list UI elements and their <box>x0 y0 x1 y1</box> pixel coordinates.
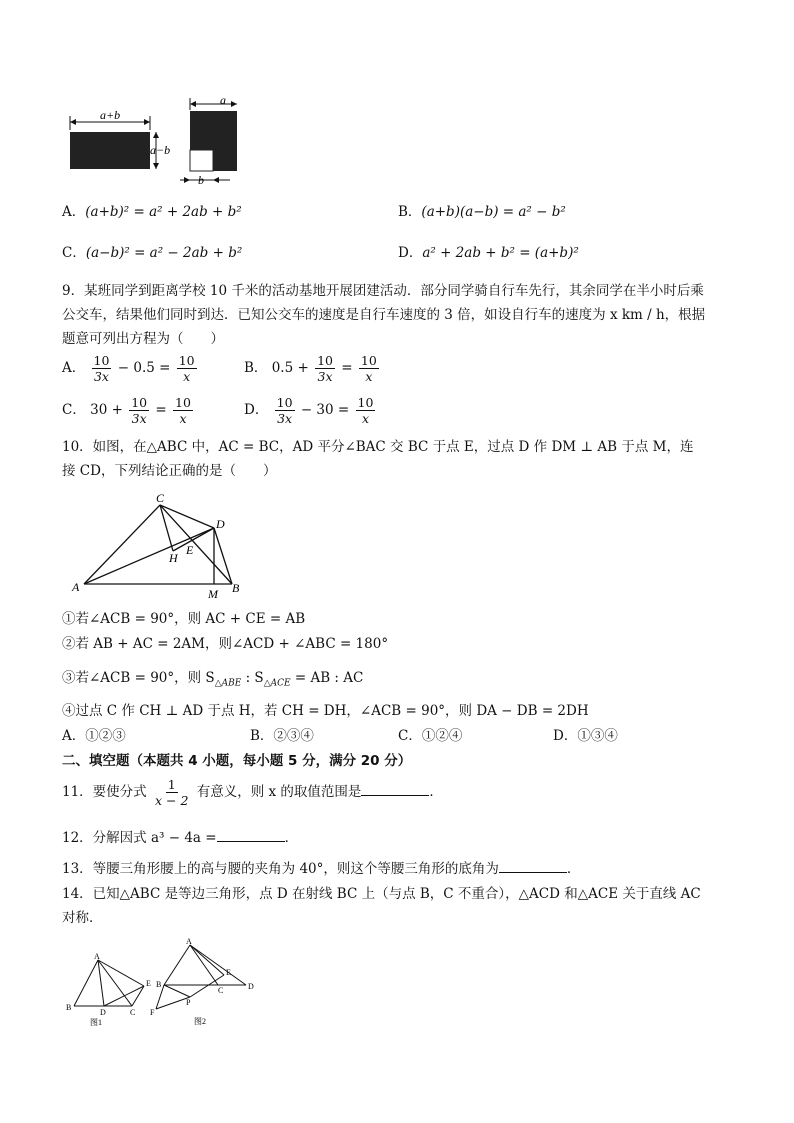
q10-line-1: 10．如图，在△ABC 中，AC = BC，AD 平分∠BAC 交 BC 于点 E，过点 D 作 DM ⊥ AB 于点 M，连 <box>62 439 694 455</box>
fraction: $\frac{10}{x}$ <box>357 395 374 426</box>
fraction: $\frac{10}{3x}$ <box>276 395 293 426</box>
fraction: $\frac{10}{3x}$ <box>131 395 148 426</box>
q9-line-3: 题意可列出方程为（ ） <box>62 331 224 347</box>
svg-text:C: C <box>130 1008 136 1017</box>
svg-text:A: A <box>186 937 192 946</box>
section-heading: 二、填空题（本题共 4 小题，每小题 5 分，满分 20 分） <box>62 753 412 769</box>
q9-option-a: A． $\frac{10}{3x}$ − 0.5 = $\frac{10}{x}$ <box>62 353 195 384</box>
fraction: $\frac{10}{3x}$ <box>317 353 333 384</box>
q10-triangle-figure <box>66 488 266 600</box>
svg-text:C: C <box>218 986 224 995</box>
q10-statement-1: ①若∠ACB = 90°，则 AC + CE = AB <box>62 611 306 627</box>
svg-text:B: B <box>232 581 240 595</box>
svg-text:图1: 图1 <box>90 1018 102 1027</box>
svg-text:H: H <box>169 551 178 565</box>
q8-figure <box>64 94 244 190</box>
q11: 11．要使分式 $\frac{1}{x - 2}$ 有意义，则 x 的取值范围是 ． <box>62 777 443 808</box>
svg-text:P: P <box>186 998 191 1007</box>
label-b: b <box>198 173 204 187</box>
svg-text:图2: 图2 <box>194 1017 206 1026</box>
q9-option-d: D． $\frac{10}{3x}$ − 30 = $\frac{10}{x}$ <box>244 395 374 426</box>
q9-line-2: 公交车，结果他们同时到达．已知公交车的速度是自行车速度的 3 倍，如设自行车的速度为 x km / h，根据 <box>62 307 706 323</box>
fraction: $\frac{10}{3x}$ <box>93 353 110 384</box>
q12: 12．分解因式 a³ − 4a = ． <box>62 830 299 846</box>
rect-left <box>70 132 150 169</box>
q9-option-c: C． 30 + $\frac{10}{3x}$ = $\frac{10}{x}$ <box>62 395 191 426</box>
svg-text:F: F <box>150 1008 155 1017</box>
svg-text:D: D <box>100 1008 106 1017</box>
svg-text:B: B <box>66 1003 72 1012</box>
q11-answer-blank[interactable] <box>361 783 429 796</box>
fraction: $\frac{1}{x - 2}$ <box>154 777 189 808</box>
fraction: $\frac{10}{x}$ <box>178 353 195 384</box>
svg-text:E: E <box>186 543 194 557</box>
svg-text:D: D <box>248 982 254 991</box>
q13-answer-blank[interactable] <box>499 860 567 873</box>
svg-text:M: M <box>208 587 218 600</box>
q10-option-d: D．①③④ <box>553 728 618 744</box>
q10-option-c: C．①②④ <box>398 728 463 744</box>
label-a-minus-b: a−b <box>150 143 171 157</box>
q10-statement-2: ②若 AB + AC = 2AM，则∠ACD + ∠ABC = 180° <box>62 636 389 652</box>
q8-option-a: A．(a+b)² = a² + 2ab + b² <box>62 204 242 220</box>
fraction: $\frac{10}{x}$ <box>360 353 377 384</box>
svg-text:A: A <box>94 952 100 961</box>
q8-option-b: B．(a+b)(a−b) = a² − b² <box>398 204 566 220</box>
q9-option-b: B． 0.5 + $\frac{10}{3x}$ = $\frac{10}{x}$ <box>244 353 377 384</box>
q14-figure-2 <box>146 935 266 1030</box>
label-a: a <box>220 94 226 107</box>
svg-text:E: E <box>226 968 231 977</box>
q10-line-2: 接 CD，下列结论正确的是（ ） <box>62 463 277 479</box>
label-a-plus-b: a+b <box>100 108 121 122</box>
q14-line-2: 对称． <box>62 910 103 926</box>
svg-text:B: B <box>156 980 162 989</box>
q13: 13．等腰三角形腰上的高与腰的夹角为 40°，则这个等腰三角形的底角为 ． <box>62 861 581 877</box>
svg-text:A: A <box>72 580 80 594</box>
q12-answer-blank[interactable] <box>217 829 285 842</box>
fraction: $\frac{10}{x}$ <box>175 395 191 426</box>
q10-option-a: A．①②③ <box>62 728 126 744</box>
q9-line-1: 9．某班同学到距离学校 10 千米的活动基地开展团建活动．部分同学骑自行车先行，其余同学在半小时后乘 <box>62 283 704 299</box>
svg-text:D: D <box>216 517 225 531</box>
q8-option-d: D．a² + 2ab + b² = (a+b)² <box>398 245 579 261</box>
q8-option-c: C．(a−b)² = a² − 2ab + b² <box>62 245 243 261</box>
q10-statement-3: ③若∠ACB = 90°，则 $S_{\triangle ABE}$ : $S_{\triangle ACE}$ = AB : AC <box>62 670 364 689</box>
q10-option-b: B．②③④ <box>250 728 314 744</box>
svg-text:C: C <box>156 491 165 505</box>
q14-line-1: 14．已知△ABC 是等边三角形，点 D 在射线 BC 上（与点 B，C 不重合），△ACD 和△ACE 关于直线 AC <box>62 886 701 902</box>
svg-text:E: E <box>146 979 151 988</box>
q10-statement-4: ④过点 C 作 CH ⊥ AD 于点 H，若 CH = DH，∠ACB = 90°，则 DA − DB = 2DH <box>62 703 589 719</box>
